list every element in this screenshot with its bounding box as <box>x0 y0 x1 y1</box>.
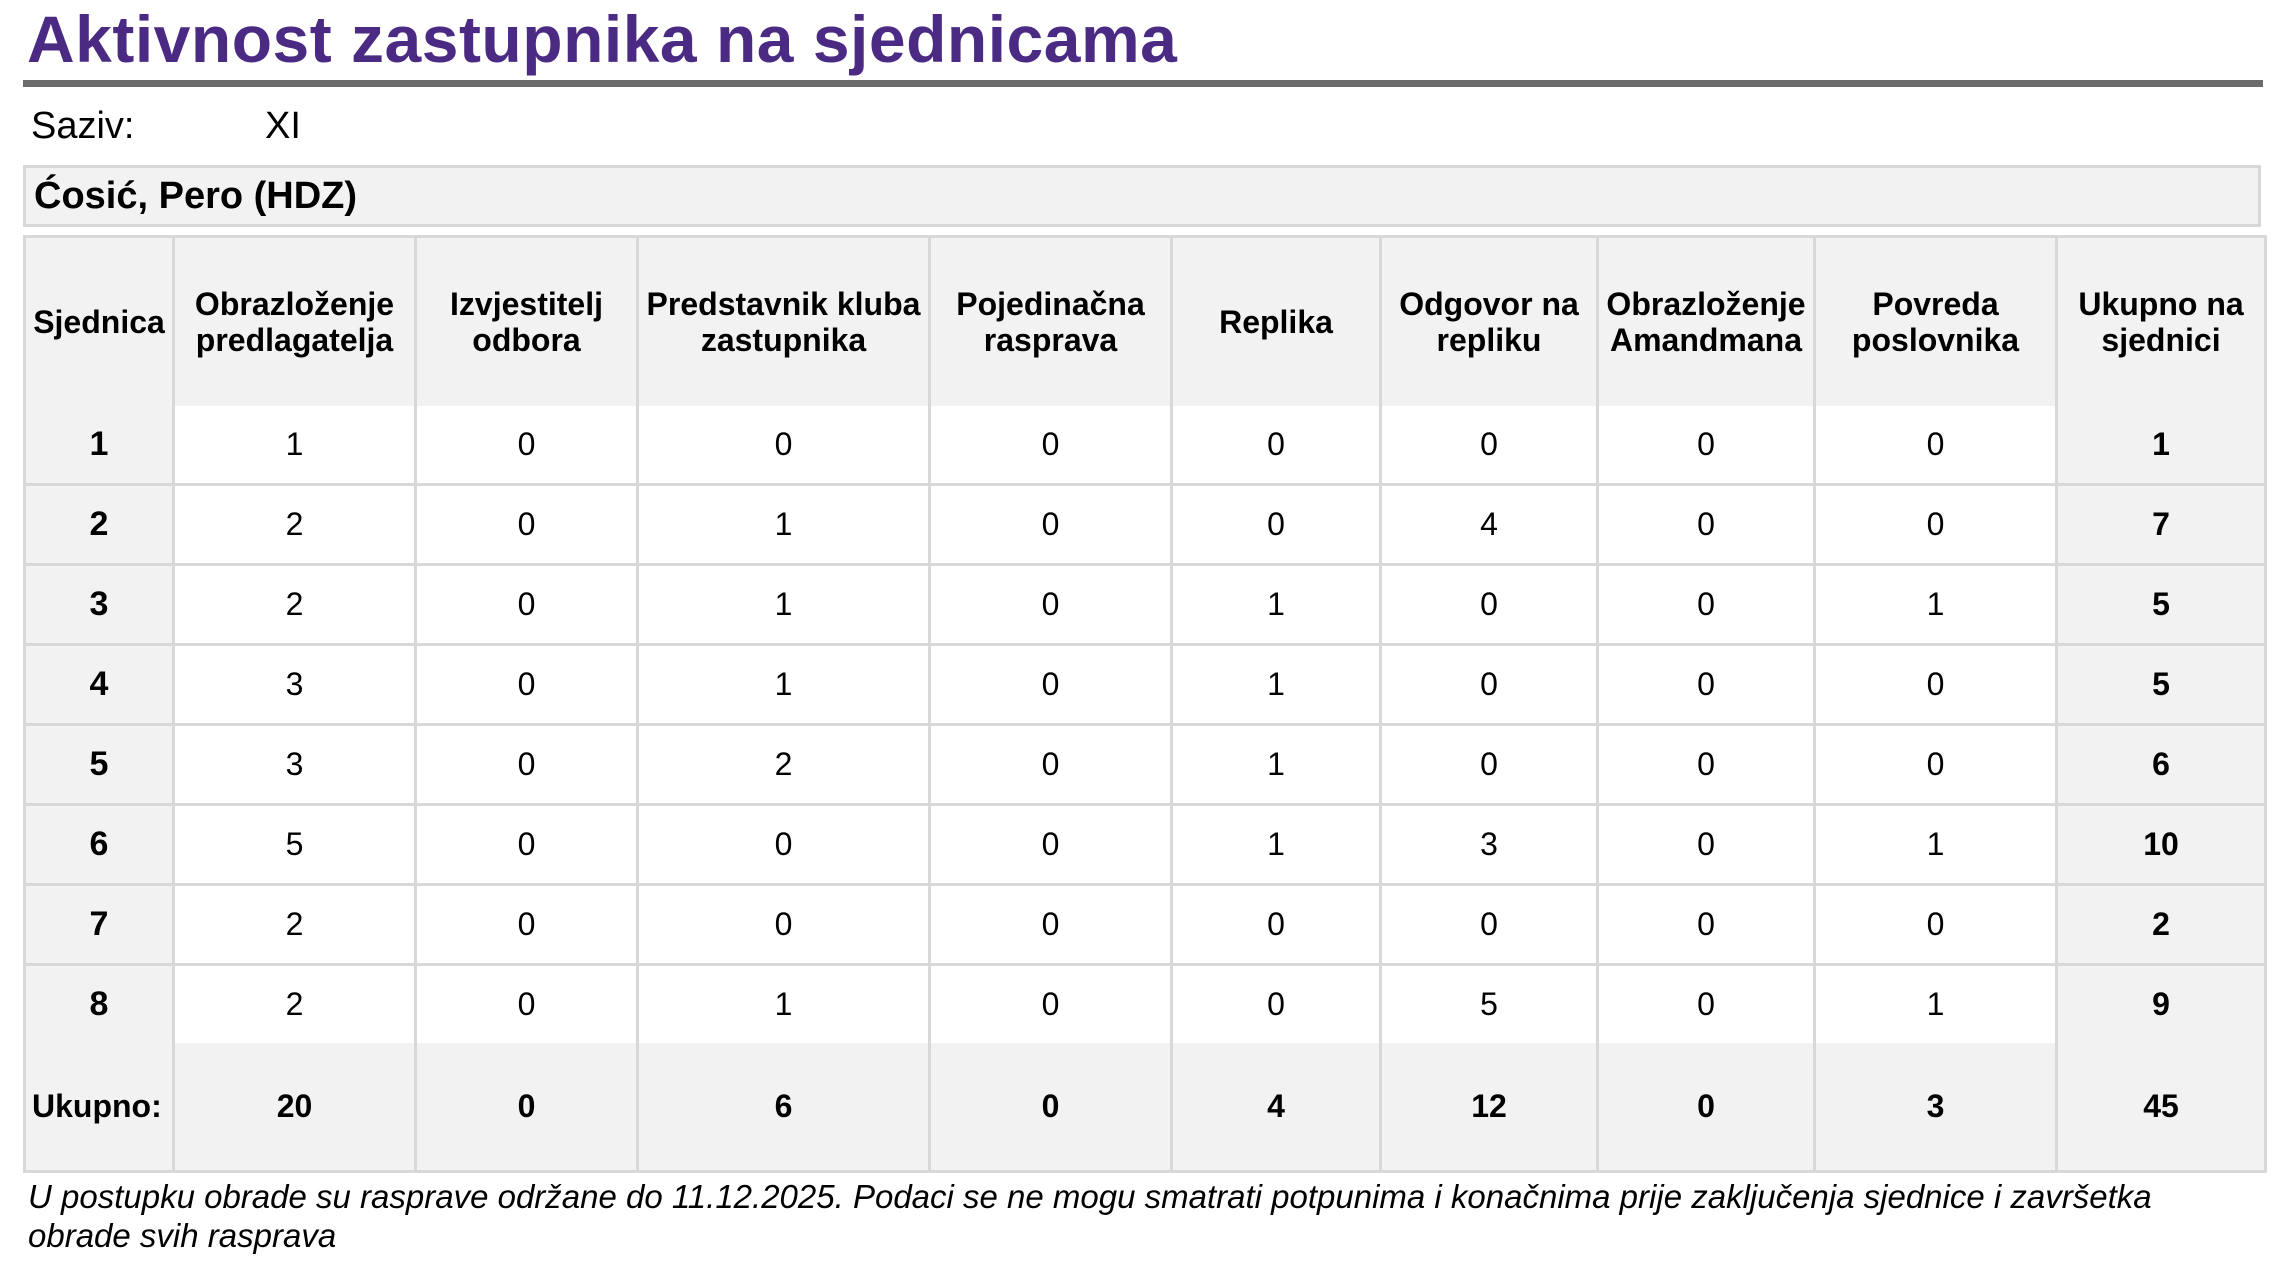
table-cell: 3 <box>175 646 417 726</box>
table-cell: 0 <box>1599 566 1816 646</box>
table-cell: 1 <box>1816 806 2058 886</box>
table-cell: 0 <box>1382 886 1599 966</box>
table-cell: 1 <box>1816 966 2058 1043</box>
column-header <box>2058 238 2264 406</box>
column-header-line: repliku <box>1436 322 1542 358</box>
session-total-cell: 5 <box>2058 566 2264 646</box>
table-cell: 0 <box>931 566 1173 646</box>
table-cell: 0 <box>1816 406 2058 486</box>
page-title: Aktivnost zastupnika na sjednicama <box>27 2 1178 76</box>
table-cell: 0 <box>417 726 639 806</box>
column-header-line: Odgovor na <box>1399 286 1579 322</box>
session-total-cell: 7 <box>2058 486 2264 566</box>
table-cell: 0 <box>1816 486 2058 566</box>
column-header-line: Replika <box>1219 304 1333 340</box>
table-cell: 0 <box>931 646 1173 726</box>
column-header <box>931 238 1173 406</box>
column-header-line: Povreda <box>1872 286 1999 322</box>
page-container <box>23 0 2263 1255</box>
table-cell: 0 <box>1599 406 1816 486</box>
table-cell: 0 <box>1816 886 2058 966</box>
column-header-line: Predstavnik kluba <box>646 286 921 322</box>
table-cell: 0 <box>1599 726 1816 806</box>
session-total-cell: 2 <box>2058 886 2264 966</box>
column-header-line: zastupnika <box>700 322 867 358</box>
session-number-cell: 7 <box>26 886 175 966</box>
saziv-value: XI <box>265 104 301 147</box>
table-cell: 0 <box>1173 886 1382 966</box>
column-header <box>417 238 639 406</box>
table-cell: 3 <box>1382 806 1599 886</box>
column-header-line: predlagatelja <box>195 322 394 358</box>
column-header <box>1816 238 2058 406</box>
saziv-label: Saziv: <box>31 104 135 147</box>
table-cell: 0 <box>1599 486 1816 566</box>
table-cell: 0 <box>931 726 1173 806</box>
column-header-line: Amandmana <box>1609 322 1803 358</box>
table-cell: 0 <box>931 806 1173 886</box>
member-name-header <box>23 165 2261 227</box>
table-row <box>26 806 2264 886</box>
table-row <box>26 726 2264 806</box>
table-cell: 1 <box>639 646 931 726</box>
table-cell: 1 <box>639 486 931 566</box>
table-cell: 1 <box>639 966 931 1043</box>
title-divider <box>23 80 2263 87</box>
saziv-row <box>23 87 2263 165</box>
table-row <box>26 886 2264 966</box>
session-number-cell: 4 <box>26 646 175 726</box>
table-cell: 1 <box>1173 646 1382 726</box>
session-total-cell: 9 <box>2058 966 2264 1043</box>
column-header-line: poslovnika <box>1851 322 2020 358</box>
table-cell: 0 <box>417 886 639 966</box>
table-cell: 2 <box>639 726 931 806</box>
table-cell: 2 <box>175 886 417 966</box>
table-cell: 1 <box>1816 566 2058 646</box>
table-cell: 0 <box>1599 806 1816 886</box>
table-cell: 0 <box>417 406 639 486</box>
column-header-line: Pojedinačna <box>956 286 1145 322</box>
column-header-line: sjednici <box>2101 322 2221 358</box>
member-name: Ćosić, Pero (HDZ) <box>34 174 358 217</box>
totals-cell: 4 <box>1173 1043 1382 1170</box>
footnote: U postupku obrade su rasprave održane do 11.12.2025. Podaci se ne mogu smatrati potpunima i konačnima prije zaključenja sjednice i završetka obrade svih rasprava <box>28 1178 2152 1254</box>
table-cell: 0 <box>417 966 639 1043</box>
table-cell: 1 <box>1173 726 1382 806</box>
table-cell: 2 <box>175 966 417 1043</box>
session-total-cell: 10 <box>2058 806 2264 886</box>
table-cell: 0 <box>1816 726 2058 806</box>
table-cell: 4 <box>1382 486 1599 566</box>
table-cell: 0 <box>417 566 639 646</box>
table-cell: 0 <box>1599 886 1816 966</box>
table-cell: 0 <box>1173 966 1382 1043</box>
table-cell: 0 <box>1382 646 1599 726</box>
table-cell: 0 <box>931 966 1173 1043</box>
table-row <box>26 566 2264 646</box>
column-header <box>1599 238 1816 406</box>
table-cell: 0 <box>417 486 639 566</box>
column-header-line: Ukupno na <box>2078 286 2244 322</box>
column-header <box>639 238 931 406</box>
table-cell: 0 <box>639 406 931 486</box>
table-cell: 0 <box>1382 726 1599 806</box>
session-number-cell: 6 <box>26 806 175 886</box>
session-total-cell: 6 <box>2058 726 2264 806</box>
column-header <box>1382 238 1599 406</box>
totals-cell: 45 <box>2058 1043 2264 1170</box>
table-cell: 1 <box>175 406 417 486</box>
column-header-line: Izvjestitelj <box>450 286 603 322</box>
table-cell: 0 <box>1173 486 1382 566</box>
column-header-line: odbora <box>472 322 581 358</box>
table-row <box>26 966 2264 1043</box>
table-cell: 0 <box>1599 966 1816 1043</box>
table-cell: 1 <box>1173 806 1382 886</box>
table-cell: 0 <box>1599 646 1816 726</box>
table-cell: 2 <box>175 486 417 566</box>
column-header <box>175 238 417 406</box>
column-header-line: Obrazloženje <box>1606 286 1806 322</box>
session-number-cell: 3 <box>26 566 175 646</box>
session-number-cell: 1 <box>26 406 175 486</box>
column-header <box>1173 238 1382 406</box>
totals-label: Ukupno: <box>26 1043 175 1170</box>
totals-cell: 0 <box>417 1043 639 1170</box>
totals-cell: 20 <box>175 1043 417 1170</box>
table-cell: 5 <box>175 806 417 886</box>
column-header <box>26 238 175 406</box>
table-cell: 0 <box>1382 566 1599 646</box>
table-cell: 5 <box>1382 966 1599 1043</box>
activity-table <box>23 235 2267 1173</box>
session-total-cell: 5 <box>2058 646 2264 726</box>
column-header-line: Sjednica <box>33 304 165 340</box>
table-row <box>26 646 2264 726</box>
column-header-line: Obrazloženje <box>194 286 395 322</box>
table-cell: 1 <box>1173 566 1382 646</box>
table-cell: 0 <box>1173 406 1382 486</box>
table-row <box>26 486 2264 566</box>
table-cell: 0 <box>417 806 639 886</box>
table-row <box>26 406 2264 486</box>
session-number-cell: 8 <box>26 966 175 1043</box>
table-cell: 0 <box>1816 646 2058 726</box>
column-header-line: rasprava <box>983 322 1118 358</box>
table-body <box>26 406 2264 1043</box>
table-cell: 0 <box>931 406 1173 486</box>
totals-cell: 0 <box>931 1043 1173 1170</box>
session-total-cell: 1 <box>2058 406 2264 486</box>
table-cell: 0 <box>931 886 1173 966</box>
table-totals-row <box>26 1043 2264 1170</box>
table-header-row <box>26 238 2264 406</box>
table-cell: 0 <box>639 806 931 886</box>
totals-cell: 12 <box>1382 1043 1599 1170</box>
totals-cell: 6 <box>639 1043 931 1170</box>
table-cell: 0 <box>639 886 931 966</box>
table-cell: 0 <box>417 646 639 726</box>
session-number-cell: 5 <box>26 726 175 806</box>
totals-cell: 0 <box>1599 1043 1816 1170</box>
session-number-cell: 2 <box>26 486 175 566</box>
totals-cell: 3 <box>1816 1043 2058 1170</box>
table-cell: 1 <box>639 566 931 646</box>
table-cell: 3 <box>175 726 417 806</box>
table-cell: 0 <box>931 486 1173 566</box>
table-cell: 2 <box>175 566 417 646</box>
table-cell: 0 <box>1382 406 1599 486</box>
